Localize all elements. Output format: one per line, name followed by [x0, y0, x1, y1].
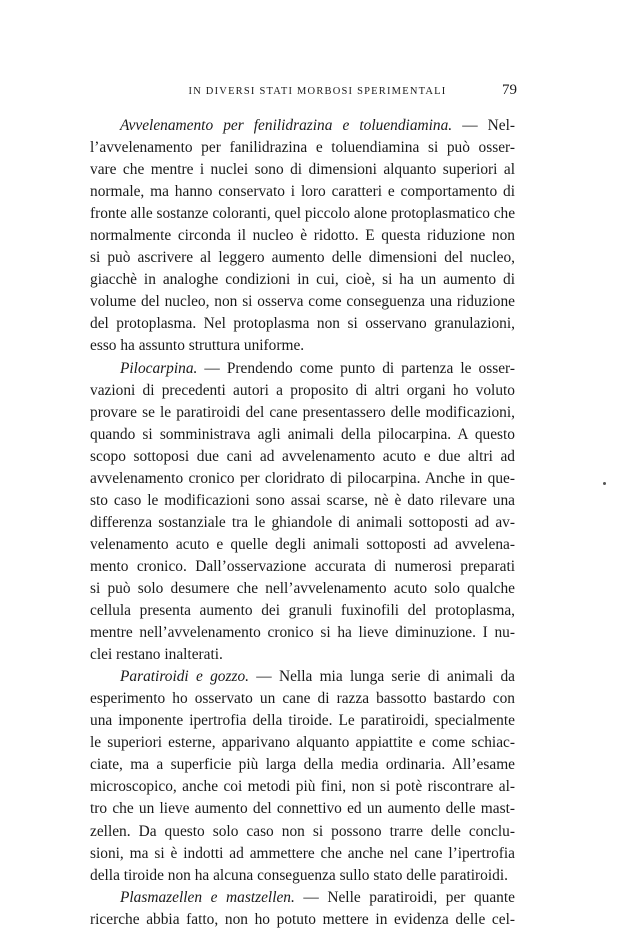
line-text: esperimento ho osservato un cane di razza bassotto bastardo con [90, 690, 515, 708]
section-first-line [90, 666, 515, 688]
line-text: l’avvelenamento per fanilidrazina e toluendiamina si può osser- [90, 139, 515, 157]
text-line [90, 247, 515, 269]
line-text: vazioni di precedenti autori a proposito di altri organi ho voluto [90, 381, 515, 399]
text-line [90, 181, 515, 203]
line-text: esso ha assunto struttura uniforme. [90, 337, 305, 355]
text-line [90, 644, 515, 666]
line-text: le superiori esterne, apparivano alquanto appiattite e come schiac- [90, 734, 515, 752]
text-line [90, 468, 515, 490]
line-text: avvelenamento cronico per cloridrato di pilocarpina. Anche in que- [90, 469, 515, 487]
line-text: provare se le paratiroidi del cane presentassero delle modificazioni, [90, 403, 515, 421]
section-title: Paratiroidi e gozzo. [120, 668, 250, 686]
section-title: Plasmazellen e mastzellen. [120, 888, 295, 906]
margin-speck [603, 482, 606, 485]
text-line [90, 821, 515, 843]
line-text: volume del nucleo, non si osserva come conseguenza una riduzione [90, 293, 515, 311]
line-text: una imponente ipertrofia della tiroide. Le paratiroidi, specialmente [90, 712, 515, 730]
text-line [90, 269, 515, 291]
text-line [90, 754, 515, 776]
line-text: zellen. Da questo solo caso non si possono trarre delle conclu- [90, 822, 515, 840]
text-line [90, 865, 515, 887]
text-line [90, 225, 515, 247]
line-text: fronte alle sostanze coloranti, quel piccolo alone protoplasmatico che [90, 205, 516, 223]
line-text: normalmente circonda il nucleo è ridotto. E questa riduzione non [90, 227, 515, 245]
line-text: clei restano inalterati. [90, 646, 223, 664]
line-text: quando si somministrava agli animali della pilocarpina. A questo [90, 425, 515, 443]
text-line [90, 424, 515, 446]
text-line [90, 710, 515, 732]
line-text: ciate, ma a superficie più larga della media ordinaria. All’esame [90, 756, 515, 774]
text-line [90, 490, 515, 512]
line-text: — Prendendo come punto di partenza le osser- [197, 359, 515, 377]
text-line [90, 600, 515, 622]
line-text: sto caso le modificazioni sono assai scarse, nè è dato rilevare una [90, 491, 515, 509]
line-text: del protoplasma. Nel protoplasma non si osservano granulazioni, [90, 315, 515, 333]
text-line [90, 446, 515, 468]
text-line [90, 159, 515, 181]
line-text: differenza sostanziale tra le ghiandole di animali sottoposti ad av- [90, 513, 515, 531]
text-line [90, 335, 515, 357]
line-text: cellula presenta aumento dei granuli fuxinofili del protoplasma, [90, 602, 515, 620]
line-text: si può ascrivere al leggero aumento delle dimensioni del nucleo, [90, 249, 515, 267]
line-text: mento cronico. Dall’osservazione accurata di numerosi preparati [90, 557, 515, 575]
line-text: ricerche abbia fatto, non ho potuto mettere in evidenza delle cel- [90, 910, 515, 928]
section-title: Pilocarpina. [120, 359, 198, 377]
section-first-line [90, 887, 515, 909]
text-line [90, 512, 515, 534]
text-line [90, 732, 515, 754]
text-line [90, 688, 515, 710]
line-text: mentre nell’avvelenamento cronico si ha lieve diminuzione. I nu- [90, 624, 515, 642]
line-text: sioni, ma si è indotti ad ammettere che anche nel cane l’ipertrofia [90, 844, 515, 862]
text-line [90, 843, 515, 865]
text-line [90, 137, 515, 159]
text-line [90, 578, 515, 600]
line-text: della tiroide non ha alcuna conseguenza sullo stato delle paratiroidi. [90, 866, 508, 884]
text-line [90, 798, 515, 820]
text-line [90, 776, 515, 798]
line-text: normale, ma hanno conservato i loro caratteri e comportamento di [90, 183, 515, 201]
line-text: — Nella mia lunga serie di animali da [249, 668, 515, 686]
text-line [90, 313, 515, 335]
line-text: giacchè in analoghe condizioni in cui, cioè, si ha un aumento di [90, 271, 515, 289]
page-number: 79 [502, 82, 517, 98]
section-first-line [90, 115, 515, 137]
body-text [90, 115, 515, 931]
line-text: tro che un lieve aumento del connettivo ed un aumento delle mast- [90, 800, 515, 818]
line-text: microscopico, anche coi metodi più fini, non si potè riscontrare al- [90, 778, 515, 796]
text-line [90, 203, 515, 225]
line-text: velenamento acuto e quelle degli animali sottoposti ad avvelena- [90, 535, 515, 553]
text-line [90, 556, 515, 578]
text-line [90, 291, 515, 313]
text-line [90, 622, 515, 644]
section-title: Avvelenamento per fenilidrazina e toluendiamina. [120, 117, 453, 134]
text-line [90, 534, 515, 556]
text-line [90, 402, 515, 424]
running-head: IN DIVERSI STATI MORBOSI SPERIMENTALI [188, 86, 447, 97]
section-first-line [90, 358, 515, 380]
line-text: — Nelle paratiroidi, per quante [294, 888, 515, 906]
line-text: vare che mentre i nuclei sono di dimensioni alquanto superiori al [90, 161, 515, 179]
line-text: si può solo desumere che nell’avvelenamento acuto solo qualche [90, 579, 515, 597]
line-text: scopo sottoposi due cani ad avvelenamento acuto e due altri ad [90, 447, 515, 465]
text-line [90, 380, 515, 402]
text-line [90, 909, 515, 931]
line-text: — Nel- [452, 117, 516, 134]
